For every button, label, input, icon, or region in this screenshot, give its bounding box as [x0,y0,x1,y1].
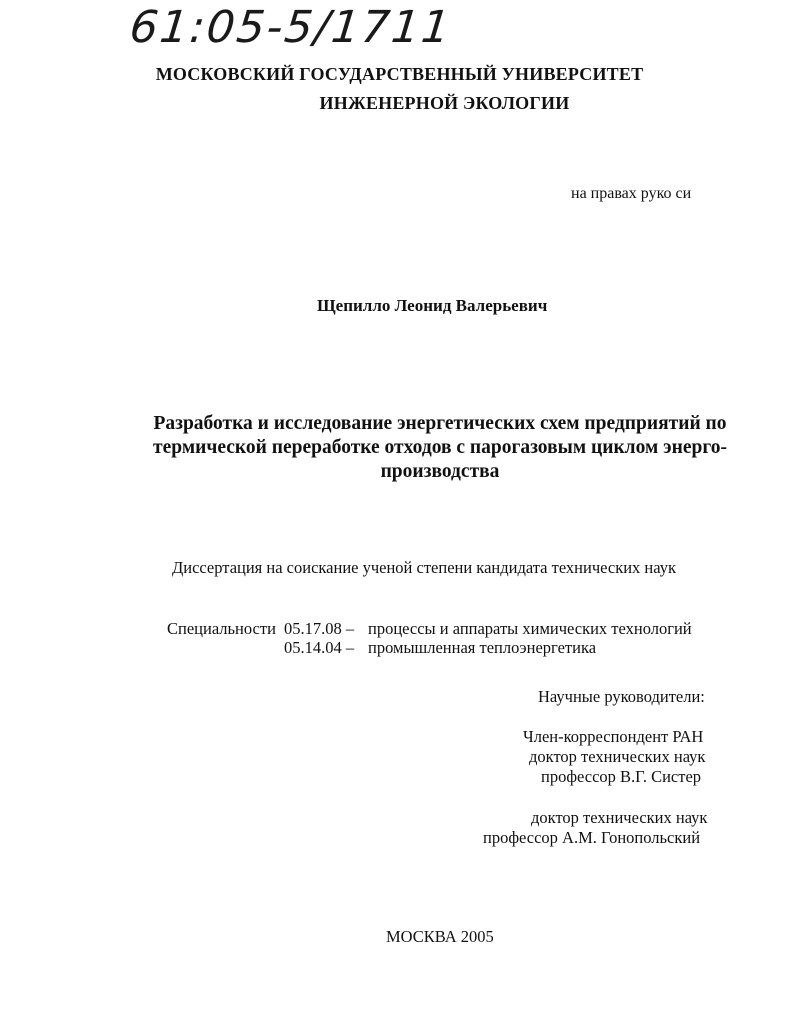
specialty-2-name: промышленная теплоэнергетика [368,638,597,657]
specialty-1-name: процессы и аппараты химических технологий [368,619,692,638]
title-line-2: термической переработке отходов с парогазовым циклом энерго- [153,437,727,458]
supervisor-1-name: профессор В.Г. Систер [541,767,702,786]
specialty-1-prefix: Специальности [167,619,276,638]
title-line-1: Разработка и исследование энергетических схем предприятий по [153,413,727,434]
university-name-line2: ИНЖЕНЕРНОЙ ЭКОЛОГИИ [319,93,570,113]
city-year: МОСКВА 2005 [386,927,494,946]
specialty-1-code: 05.17.08 – [284,619,355,638]
supervisor-2-degree: доктор технических наук [531,808,708,827]
rights-note: на правах руко си [571,185,692,202]
supervisors-label: Научные руководители: [538,687,705,706]
supervisor-2-name: профессор А.М. Гонопольский [483,828,701,847]
specialty-2-code: 05.14.04 – [284,638,355,657]
dissertation-degree: Диссертация на соискание ученой степени кандидата технических наук [172,558,676,577]
university-name-line1: МОСКОВСКИЙ ГОСУДАРСТВЕННЫЙ УНИВЕРСИТЕТ [155,64,644,84]
supervisor-1-title: Член-корреспондент РАН [523,727,704,746]
title-line-3: производства [380,461,500,482]
archive-stamp-number: 61:05-5/1711 [127,2,455,53]
dissertation-title [100,412,780,484]
supervisor-1-degree: доктор технических наук [529,747,706,766]
author-name: Щепилло Леонид Валерьевич [317,296,548,315]
